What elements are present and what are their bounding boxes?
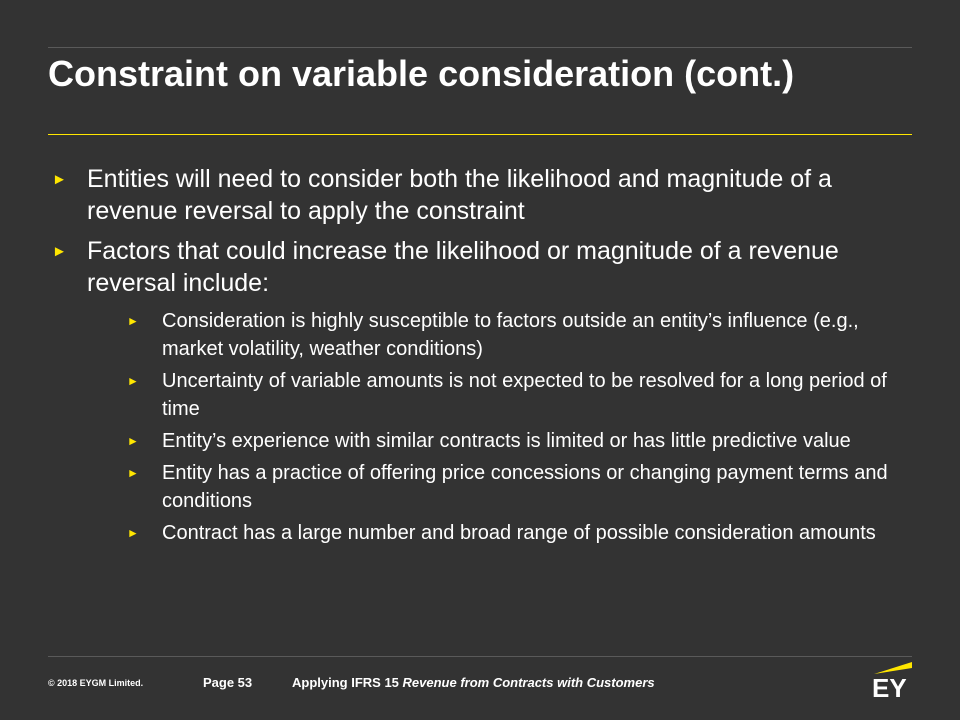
sub-bullet-text: Contract has a large number and broad range of possible consideration amounts	[162, 522, 876, 544]
sub-bullet-list	[87, 307, 912, 547]
document-title-prefix: Applying IFRS 15	[292, 675, 403, 690]
top-divider	[48, 47, 912, 48]
sub-bullet-text: Entity’s experience with similar contracts is limited or has little predictive value	[162, 430, 851, 452]
bullet-text: Entities will need to consider both the likelihood and magnitude of a revenue reversal to apply the constraint	[87, 165, 832, 225]
sub-bullet-item	[87, 367, 912, 423]
sub-bullet-arrow-icon: ►	[127, 466, 139, 480]
document-title-italic: Revenue from Contracts with Customers	[402, 675, 655, 690]
footer-divider	[48, 656, 912, 657]
bullet-list	[48, 163, 912, 555]
sub-bullet-item	[87, 427, 912, 455]
sub-bullet-item	[87, 459, 912, 515]
ey-logo-icon	[872, 662, 914, 704]
bullet-text: Factors that could increase the likelihood or magnitude of a revenue reversal include:	[87, 237, 839, 297]
page-number: Page 53	[203, 675, 253, 690]
ey-logo-text: EY	[872, 673, 907, 703]
copyright-notice: © 2018 EYGM Limited.	[48, 678, 144, 688]
sub-bullet-text: Uncertainty of variable amounts is not expected to be resolved for a long period of time	[162, 370, 887, 420]
document-title	[292, 675, 655, 690]
sub-bullet-arrow-icon: ►	[127, 526, 139, 540]
slide-title: Constraint on variable consideration (cont.)	[48, 53, 795, 94]
bullet-item	[48, 235, 912, 547]
bullet-arrow-icon: ►	[52, 171, 67, 188]
sub-bullet-arrow-icon: ►	[127, 314, 139, 328]
title-underline	[48, 134, 912, 135]
sub-bullet-text: Consideration is highly susceptible to factors outside an entity’s influence (e.g., market volatility, weather conditions)	[162, 310, 859, 360]
sub-bullet-arrow-icon: ►	[127, 434, 139, 448]
bullet-item	[48, 163, 912, 227]
sub-bullet-text: Entity has a practice of offering price concessions or changing payment terms and conditions	[162, 462, 888, 512]
sub-bullet-item	[87, 307, 912, 363]
sub-bullet-item	[87, 519, 912, 547]
bullet-arrow-icon: ►	[52, 243, 67, 260]
sub-bullet-arrow-icon: ►	[127, 374, 139, 388]
